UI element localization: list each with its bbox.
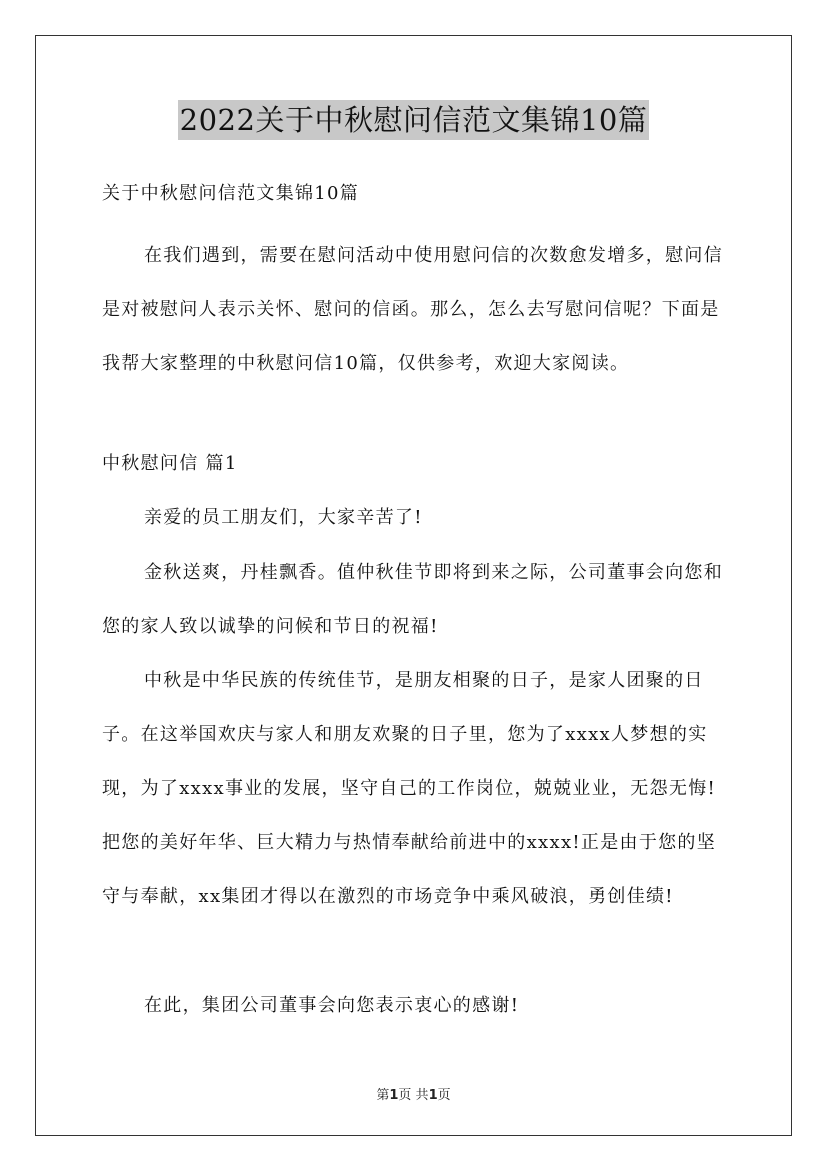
body-paragraph: 在此，集团公司董事会向您表示衷心的感谢! xyxy=(144,995,520,1016)
page-total: 1 xyxy=(428,1088,438,1103)
page-current: 1 xyxy=(389,1088,399,1103)
intro-paragraph: 在我们遇到，需要在慰问活动中使用慰问信的次数愈发增多，慰问信是对被慰问人表示关怀、慰问的信函。那么，怎么去写慰问信呢？下面是我帮大家整理的中秋慰问信10篇，仅供参考，欢迎大家阅读。 xyxy=(102,245,723,374)
page-label-prefix: 第 xyxy=(376,1088,390,1103)
body-paragraph: 金秋送爽，丹桂飘香。值仲秋佳节即将到来之际，公司董事会向您和您的家人致以诚挚的问候和节日的祝福! xyxy=(102,562,723,637)
document-title: 2022关于中秋慰问信范文集锦10篇 xyxy=(178,100,650,140)
body-paragraph: 中秋是中华民族的传统佳节，是朋友相聚的日子，是家人团聚的日子。在这举国欢庆与家人和朋友欢聚的日子里，您为了xxxx人梦想的实现，为了xxxx事业的发展，坚守自己的工作岗位，兢兢业业，无怨无悔!把您的美好年华、巨大精力与热情奉献给前进中的xxxx!正是由于您的坚守与奉献，xx集团才得以在激烈的市场竞争中乘风破浪，勇创佳绩! xyxy=(102,670,717,907)
section-heading: 中秋慰问信 篇1 xyxy=(102,453,238,474)
document-subtitle: 关于中秋慰问信范文集锦10篇 xyxy=(102,183,360,204)
page-label-suffix: 页 xyxy=(437,1088,451,1103)
salutation: 亲爱的员工朋友们，大家辛苦了! xyxy=(144,507,423,528)
title-container xyxy=(0,100,827,140)
page-label-mid: 页 共 xyxy=(398,1088,429,1103)
page-footer xyxy=(0,1084,827,1103)
